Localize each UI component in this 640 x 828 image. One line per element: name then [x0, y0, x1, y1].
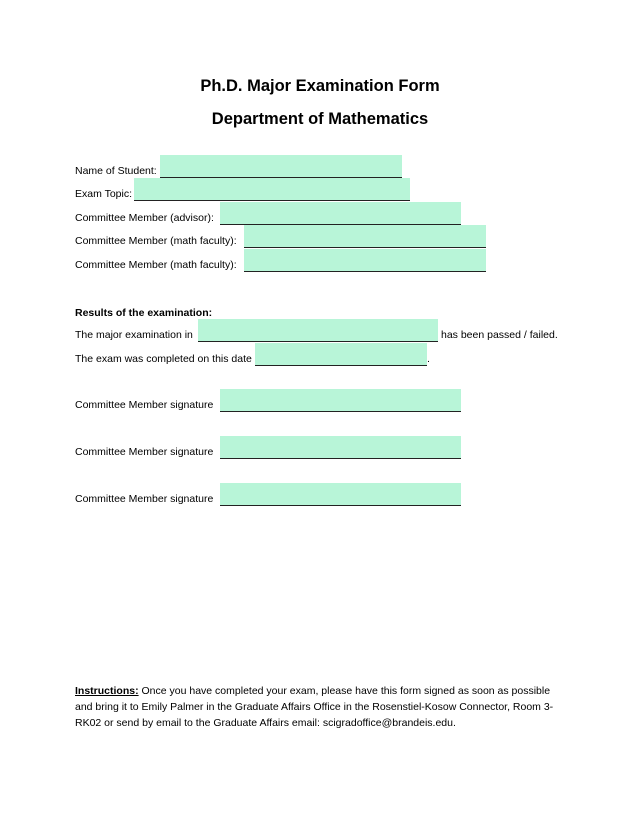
signature-field-1[interactable]	[220, 389, 461, 412]
date-suffix-label: .	[427, 353, 430, 365]
advisor-row	[75, 202, 465, 226]
exam-date-field[interactable]	[255, 343, 427, 366]
form-title: Ph.D. Major Examination Form	[200, 77, 440, 95]
student-name-label: Name of Student:	[75, 165, 157, 177]
student-name-field[interactable]	[160, 155, 402, 178]
signature-row-2	[75, 436, 465, 460]
exam-topic-row	[75, 178, 415, 202]
instructions-label: Instructions:	[75, 685, 139, 697]
student-name-row	[75, 155, 405, 179]
signature-label-1: Committee Member signature	[75, 399, 214, 411]
exam-suffix-label: has been passed / failed.	[441, 329, 558, 341]
signature-field-2[interactable]	[220, 436, 461, 459]
signature-label-2: Committee Member signature	[75, 446, 214, 458]
instructions-text: Once you have completed your exam, please have this form signed as soon as possible and bring it to Emily Palmer in the Graduate Affairs Office in the Rosenstiel-Kosow Connector, Room 3-RK02 or send by email to the Graduate Affairs email: scigradoffice@brandeis.edu.	[75, 685, 554, 729]
date-prefix-label: The exam was completed on this date	[75, 353, 252, 365]
signature-row-1	[75, 389, 465, 413]
exam-topic-field[interactable]	[134, 178, 410, 201]
exam-topic-label: Exam Topic:	[75, 188, 132, 200]
advisor-field[interactable]	[220, 202, 461, 225]
exam-date-row	[75, 343, 435, 367]
advisor-label: Committee Member (advisor):	[75, 212, 214, 224]
department-title: Department of Mathematics	[211, 110, 429, 128]
faculty-2-field[interactable]	[244, 249, 486, 272]
exam-result-row	[75, 319, 570, 343]
exam-prefix-label: The major examination in	[75, 329, 193, 341]
faculty-1-row	[75, 225, 490, 249]
faculty-1-field[interactable]	[244, 225, 486, 248]
faculty-2-row	[75, 249, 490, 273]
exam-subject-field[interactable]	[198, 319, 438, 342]
results-heading: Results of the examination:	[75, 307, 213, 319]
instructions-block	[75, 683, 570, 731]
signature-field-3[interactable]	[220, 483, 461, 506]
faculty-1-label: Committee Member (math faculty):	[75, 235, 237, 247]
signature-label-3: Committee Member signature	[75, 493, 214, 505]
faculty-2-label: Committee Member (math faculty):	[75, 259, 237, 271]
signature-row-3	[75, 483, 465, 507]
